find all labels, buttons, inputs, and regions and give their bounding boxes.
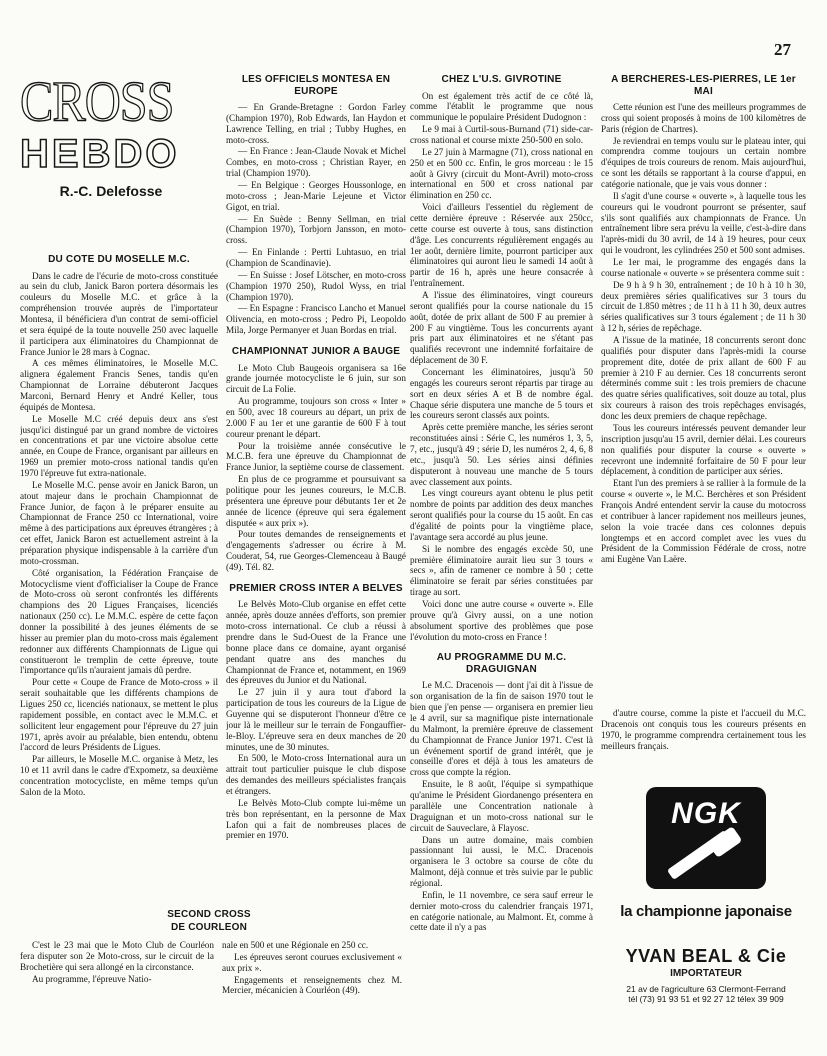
courleon-left <box>20 940 214 1040</box>
paragraph: Pour toutes demandes de renseignements et d'engagements s'adresser ou écrire à M. Couderat, 54, rue Georges-Clemenceau à Baugé (49). Tél. 82. <box>226 529 406 573</box>
paragraph: Au programme, l'épreuve Natio- <box>32 973 152 984</box>
author-byline: R.-C. Delefosse <box>59 183 163 199</box>
paragraph: A l'issue des éliminatoires, vingt coureurs seront qualifiés pour la course nationale du 15 août, dotée de prix allant de 500 F au premier à 200 F au vingtième. Tous les concurrents ayant pris part aux éliminatoires et ne s'étant pas qualifiés recevront une indemnité forfaitaire de déplacement de 30 F. <box>410 289 593 366</box>
column-draguignan-continued <box>601 708 806 770</box>
paragraph: Ensuite, le 8 août, l'équipe si sympathique qu'anime le Président Giordanengo présentera en parallèle une Concentration nationale à Draguignan et un moto-cross national sur le circuit de Sauveclare, à Flayosc. <box>410 779 593 833</box>
paragraph: — En Espagne : Francisco Lancho et Manuel Olivencia, en moto-cross ; Pedro Pi, Leopoldo Mila, Jorge Permanyer et Juan Bordas en trial. <box>226 303 406 336</box>
paragraph: Les épreuves seront courues exclusivement « aux prix ». <box>222 951 402 973</box>
column-bercheres <box>601 72 806 702</box>
logo-cross-text: CROSS <box>20 68 174 133</box>
paragraphs <box>222 940 402 996</box>
logo-hebdo-text: HEBDO <box>20 132 180 176</box>
section-title-line2: DE COURLEON <box>170 921 248 933</box>
paragraphs <box>226 102 406 336</box>
paragraph: A l'issue de la matinée, 18 concurrents seront donc qualifiés pour disputer dans l'après-midi la course proprement dite, dotée de prix allant de 600 F au premier à 210 F au dernier. Ces 18 concurrents seront déterminés comme suit : les trois premiers de chacune des quatre séries qualificatives, soit douze au total, plus six coureurs à raison des trois repêchages envisagés, donc les deux premiers de chaque repêchage. <box>601 335 806 422</box>
ad-company: YVAN BEAL & Cie <box>625 946 787 966</box>
section-title: A BERCHERES-LES-PIERRES, LE 1er MAI <box>611 74 796 97</box>
paragraph: Le Moselle M.C créé depuis deux ans s'est jusqu'ici distingué par un grand nombre de victoires en concentrations et par une victoire absolue cette année, en Coupe de France, organisant par ailleurs en 1969 un premier moto-cross national tandis qu'en 1970 l'épreuve fut extra-nationale. <box>20 413 218 478</box>
paragraph: Les vingt coureurs ayant obtenu le plus petit nombre de points par addition des deux manches seront qualifiés pour la course du 15 août. En cas d'égalité de points pour la vingtième place, l'avantage sera accordé au plus jeune. <box>410 488 593 542</box>
paragraphs <box>20 271 218 798</box>
paragraph: Je reviendrai en temps voulu sur le plateau inter, qui comprendra comme toujours un certain nombre d'équipes de trois coureurs de renom. Mais aujourd'hui, ce sont les détails se rapportant à la course d'appui, en catégorie nationale, que je vais vous donner : <box>601 135 806 190</box>
ad-role: IMPORTATEUR <box>670 968 742 979</box>
paragraph: — En Finlande : Pertti Luhtasuo, en trial (Champion de Scandinavie). <box>226 247 406 269</box>
paragraphs <box>601 102 806 565</box>
paragraphs <box>226 363 406 573</box>
paragraph: Pour cette « Coupe de France de Moto-cross » il serait souhaitable que les différents champions de Ligues 250 cc, licenciés nationaux, se mettent le plus rapidement possible, en contact avec le M.M.C. et sollicitent leur engagement pour l'épreuve du 27 juin 1971, après avoir au préalable, bien entendu, obtenu l'accord de leurs Présidents de Ligues. <box>20 677 218 753</box>
section-title-line1: SECOND CROSS <box>167 909 251 920</box>
paragraph: Au programme, toujours son cross « Inter » en 500, avec 18 coureurs au départ, un prix de 2.000 F au 1er et une garantie de 600 F à tout coureur prenant le départ. <box>226 396 406 439</box>
column-montesa-bauge-belves <box>226 72 406 904</box>
paragraph: — En Suisse : Josef Lötscher, en moto-cross (Champion 1970 250), Rudol Wyss, en trial (Champion 1970). <box>226 269 406 302</box>
section-title: PREMIER CROSS INTER A BELVES <box>229 582 403 594</box>
paragraph: Engagements et renseignements chez M. Mercier, mécanicien à Courléon (49). <box>222 974 402 996</box>
column-moselle <box>20 252 218 904</box>
paragraph: Le Moto Club Baugeois organisera sa 16e grande journée motocycliste le 6 juin, sur son circuit de La Folie. <box>226 362 406 395</box>
ngk-brand: NGK <box>671 797 741 830</box>
paragraph: Etant l'un des premiers à se rallier à la formule de la course « ouverte », le M.C. Berchères et son Président François André entendent servir la cause du motocross et contribuer à lancer rapidement nos meilleurs jeunes, selon la voie tracée dans ces colonnes depuis longtemps et en accord complet avec les vues du Président de la Commission Fédérale de cross, notre ami Eugène Van Laëre. <box>601 478 806 565</box>
paragraphs <box>410 91 593 643</box>
paragraph: En plus de ce programme et poursuivant sa politique pour les jeunes coureurs, le M.C.B. présentera une épreuve pour débutants 1er et 2e année de licence (épreuve qui sera également disputée « aux prix »). <box>226 474 406 528</box>
paragraph: Côté organisation, la Fédération Française de Motocyclisme vient d'officialiser la Coupe de France de Moto-cross où seront confrontés les différents champions des 20 Ligues Françaises, licenciés nationaux (250 cc). Le M.M.C. espère de cette façon donner la possibilité à des jeunes éléments de se hisser au premier plan du moto-cross mais également redonner aux différents Championnats de Ligue qui constitueront le tremplin de cette épreuve, toute l'importance qu'ils n'auraient jamais dû perdre. <box>20 567 218 676</box>
paragraphs <box>601 708 806 751</box>
paragraph: Dans le cadre de l'écurie de moto-cross constituée au sein du club, Janick Baron portera désormais les couleurs du Moselle M.C. et grâce à la compréhension trouvée auprès de l'importateur Montesa, il bénéficiera d'un contrat de semi-officiel et sera équipé de la toute nouvelle 250 avec laquelle il participera aux éliminatoires du Championnat de France Junior le 28 mars à Cognac. <box>20 270 218 357</box>
paragraph: Tous les coureurs intéressés peuvent demander leur inscription jusqu'au 15 avril, dernier délai. Les coureurs non qualifiés pour disputer la course « ouverte » recevront une indemnité forfaitaire de 50 F pour leur déplacement, à condition de participer aux séries. <box>601 422 806 477</box>
paragraph: Il s'agit d'une course « ouverte », à laquelle tous les coureurs qui le voudront pourront se présenter, sauf s'ils sont qualifiés aux championnats de France. Un entraînement libre sera prévu la veille, c'est-à-dire dans l'après-midi du 30 avril, de 14 à 19 heures, pour ceux qui le voudront, les cylindrées 250 et 500 sont admises. <box>601 190 806 256</box>
paragraph: Après cette première manche, les séries seront reconstituées ainsi : Série C, les numéros 1, 3, 5, 7, etc., jusqu'à 49 ; série D, les numéros 2, 4, 6, 8 etc., jusqu'à 50. Les séries ainsi définies disputeront à nouveau une manche de 5 tours avec classement aux points. <box>410 422 593 487</box>
paragraph: Pour la troisième année consécutive le M.C.B. fera une épreuve du Championnat de France Junior, la septième course de classement. <box>226 440 406 473</box>
paragraph: Le 27 juin il y aura tout d'abord la participation de tous les coureurs de la Ligue de Guyenne qui se disputeront l'honneur d'être ce jour là le meilleur sur le terrain de Fongauffier-le-Bloy. L'épreuve sera en deux manches de 20 minutes, une de 30 minutes. <box>226 687 406 752</box>
ad-address: 21 av de l'agriculture 63 Clermont-Ferrand <box>626 984 786 994</box>
paragraph: nale en 500 et une Régionale en 250 cc. <box>222 940 369 950</box>
paragraph: Si le nombre des engagés excède 50, une première éliminatoire aurait lieu sur 3 tours « secs », afin de ramener ce nombre à 50 ; cette éliminatoire se ferait par séries constituées par tirage au sort. <box>410 543 593 598</box>
paragraph: — En Suède : Benny Sellman, en trial (Champion 1970), Torbjorn Jansson, en moto-cross. <box>226 213 406 246</box>
paragraph: Le 1er mai, le programme des engagés dans la course nationale « ouverte » se présentera comme suit : <box>601 257 806 278</box>
section-title: LES OFFICIELS MONTESA EN EUROPE <box>241 74 391 97</box>
paragraph: Le 27 juin à Marmagne (71), cross national en 250 et en 500 cc. Enfin, le gros morceau : le 15 août à Givry (circuit du Mont-Avril) moto-cross international en 500 et cross national par élimination en 250 cc. <box>410 146 593 201</box>
paragraphs <box>410 680 593 933</box>
cross-hebdo-logo <box>20 68 208 176</box>
paragraph: Voici donc une autre course « ouverte ». Elle prouve qu'à Givry aussi, on a une notion absolument sportive des problèmes que pose l'évolution du moto-cross en France ! <box>410 599 593 642</box>
paragraph: — En France : Jean-Claude Novak et Michel Combes, en moto-cross ; Christian Rayer, en trial (Champion 1970). <box>226 146 406 179</box>
paragraphs <box>20 940 214 984</box>
paragraph: — En Grande-Bretagne : Gordon Farley (Champion 1970), Rob Edwards, Ian Haydon et Lawrence Telling, en trial ; Tubby Hughes, en moto-cross. <box>226 102 406 145</box>
paragraphs <box>226 599 406 841</box>
paragraph: Concernant les éliminatoires, jusqu'à 50 engagés les coureurs seront répartis par tirage au sort en deux séries A et B de nombre égal. Chaque série disputera une manche de 5 tours et les coureurs seront classés aux points. <box>410 366 593 421</box>
paragraph: Enfin, le 11 novembre, ce sera sauf erreur le dernier moto-cross du calendrier français 1971, en catégorie nationale, au Malmont. Et, comme à cette date il n'y a pas <box>410 889 593 933</box>
courleon-title <box>20 907 398 937</box>
courleon-right <box>222 940 402 1040</box>
page-number: 27 <box>774 40 791 59</box>
paragraph: Le 9 mai à Curtil-sous-Burnand (71) side-car-cross national et course mixte 250-500 en solo. <box>410 124 593 145</box>
paragraph: Le Belvès Moto-Club organise en effet cette année, après douze années d'efforts, son premier moto-cross international. Ce club a réussi à prendre dans le Sud-Ouest de la France une bonne place dans ce domaine, ayant organisé pendant quatre ans des manches du Championnat de France et, notamment, en 1969 des épreuves du Junior et du National. <box>226 599 406 686</box>
paragraph: A ces mêmes éliminatoires, le Moselle M.C. alignera également Francis Senes, tandis qu'en Championnat de Lorraine débuteront Jacques Marconi, Bernard Henry et André Keller, tous équipés de Montesa. <box>20 358 218 412</box>
ngk-logo <box>646 787 766 889</box>
paragraph: Le Moselle M.C. pense avoir en Janick Baron, un atout majeur dans le prochain Championnat de France Junior, de façon à le préparer ensuite au Championnat de France 250 cc International, voire même à des participations aux épreuves étrangères ; à cet effet, Janick Baron est actuellement astreint à la préparation physique indispensable à la carrière d'un moto-crossman. <box>20 479 218 566</box>
section-title: CHAMPIONNAT JUNIOR A BAUGE <box>231 346 401 358</box>
paragraph: Le M.C. Dracenois — dont j'ai dit à l'issue de son organisation de la fin de saison 1970 tout le bien que j'en pense — organisera en premier lieu le 4 avril, sur sa magnifique piste internationale du Malmont, la première épreuve de classement du Championnat de France Junior 1971. C'est là un événement sportif de grand intérêt, que je conseille d'ores et déjà à tous les amateurs de cross que compte la région. <box>410 680 593 778</box>
section-title: AU PROGRAMME DU M.C. DRAGUIGNAN <box>436 652 567 675</box>
paragraph: Par ailleurs, le Moselle M.C. organise à Metz, les 10 et 11 avril dans le cadre d'Expometz, sa deuxième concentration motocycliste, en même temps qu'un Salon de la Moto. <box>20 754 218 797</box>
section-title: CHEZ L'U.S. GIVROTINE <box>441 74 562 85</box>
paragraph: Le Belvès Moto-Club compte lui-même un très bon représentant, en la personne de Max Lafon qui a fait de nombreuses places de premier en 1970. <box>226 797 406 841</box>
paragraph: — En Belgique : Georges Houssonloge, en moto-cross ; Jean-Marie Lejeune et Victor Gigot, en trial. <box>226 180 406 212</box>
paragraph: Voici d'ailleurs l'essentiel du règlement de cette dernière épreuve : Réservée aux 250cc, cette course est ouverte à tous, sans distinction d'âge. Les concurrents régulièrement engagés au 1er août, dernière limite, pourront participer aux éliminatoires qui auront lieu le samedi 14 août à partir de 16 h, après une heure consacrée à l'entraînement. <box>410 202 593 289</box>
paragraph: En 500, le Moto-cross International aura un attrait tout particulier puisque le club dispose des demandes des meilleurs spécialistes français et étrangers. <box>226 753 406 796</box>
ad-tagline: la championne japonaise <box>620 903 792 920</box>
paragraph: De 9 h à 9 h 30, entraînement ; de 10 h à 10 h 30, deux premières séries qualificatives sur 3 tours du circuit de 1.850 mètres ; de 11 h à 11 h 30, deux autres séries qualificatives sur 3 tours également ; de 11 h 30 à 12 h, séries de repêchage. <box>601 279 806 334</box>
column-givry-draguignan <box>410 72 593 1040</box>
paragraph: C'est le 23 mai que le Moto Club de Courléon fera disputer son 2e Moto-cross, sur le circuit de la Brochetière qui sera allongé en la circonstance. <box>20 940 214 972</box>
paragraph: d'autre course, comme la piste et l'accueil du M.C. Dracenois ont conquis tous les coureurs présents en 1970, le programme comprendra certainement tous les meilleurs français. <box>601 708 806 751</box>
ad-phone: tél (73) 91 93 51 et 92 27 12 télex 39 909 <box>628 994 784 1005</box>
ngk-advertisement <box>604 781 808 1033</box>
section-title: DU COTE DU MOSELLE M.C. <box>48 254 190 265</box>
paragraph: Dans un autre domaine, mais combien passionnant lui aussi, le M.C. Dracenois organisera le 3 octobre sa course de côte du Malmont, déjà connue et très suivie par le public régional. <box>410 834 593 888</box>
paragraph: Cette réunion est l'une des meilleurs programmes de cross qui soient proposés à moins de 100 kilomètres de Paris (région de Chartres). <box>601 102 806 134</box>
paragraph: On est également très actif de ce côté là, comme l'établit le programme que nous communique le populaire Président Dudognon : <box>410 90 593 123</box>
